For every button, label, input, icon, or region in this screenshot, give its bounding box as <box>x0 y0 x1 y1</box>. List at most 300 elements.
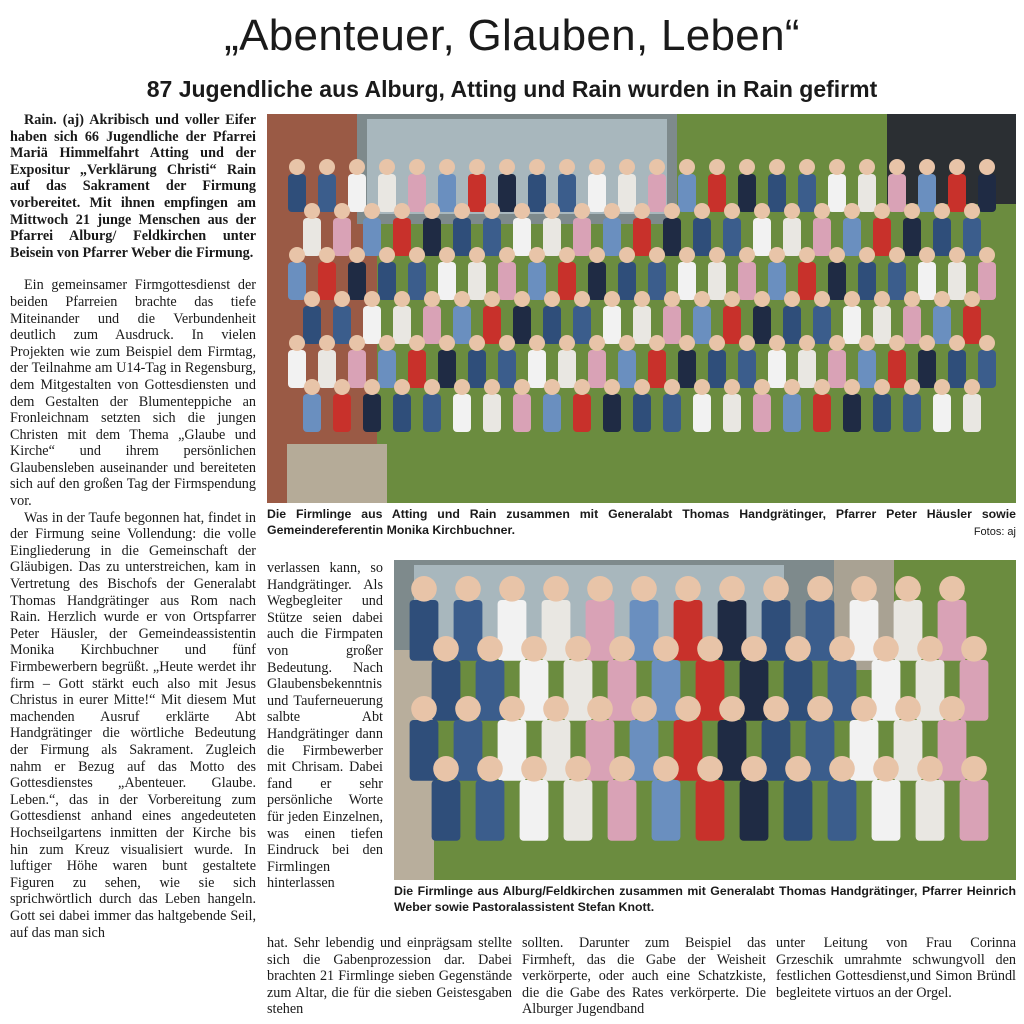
person-head <box>784 203 800 219</box>
person-figure <box>483 306 501 344</box>
person-head <box>411 576 437 602</box>
text-column-2-narrow <box>267 560 383 892</box>
person-head <box>609 636 635 662</box>
person-figure <box>476 780 505 841</box>
person-figure <box>916 780 945 841</box>
person-head <box>455 696 481 722</box>
person-figure <box>738 262 756 300</box>
person-figure <box>573 306 591 344</box>
person-head <box>604 379 620 395</box>
person-figure <box>543 394 561 432</box>
person-head <box>814 203 830 219</box>
person-figure <box>696 780 725 841</box>
person-head <box>961 756 987 782</box>
person-head <box>469 247 485 263</box>
person-figure <box>813 394 831 432</box>
person-figure <box>633 394 651 432</box>
person-head <box>873 636 899 662</box>
person-head <box>919 159 935 175</box>
person-head <box>619 159 635 175</box>
person-figure <box>648 350 666 388</box>
person-figure <box>588 262 606 300</box>
person-figure <box>558 350 576 388</box>
group-photo-atting-rain <box>267 114 1016 503</box>
person-head <box>469 159 485 175</box>
person-figure <box>872 780 901 841</box>
person-head <box>754 203 770 219</box>
person-head <box>409 159 425 175</box>
person-head <box>807 696 833 722</box>
person-figure <box>708 262 726 300</box>
person-head <box>844 203 860 219</box>
person-figure <box>858 262 876 300</box>
person-figure <box>648 174 666 212</box>
person-head <box>619 335 635 351</box>
person-figure <box>603 394 621 432</box>
person-head <box>499 159 515 175</box>
person-head <box>559 159 575 175</box>
person-figure <box>438 350 456 388</box>
person-figure <box>378 262 396 300</box>
person-figure <box>693 394 711 432</box>
person-head <box>439 159 455 175</box>
person-figure <box>588 174 606 212</box>
person-head <box>424 291 440 307</box>
person-figure <box>468 350 486 388</box>
person-head <box>631 576 657 602</box>
person-figure <box>408 262 426 300</box>
person-figure <box>520 780 549 841</box>
person-figure <box>933 218 951 256</box>
person-head <box>709 159 725 175</box>
person-figure <box>708 174 726 212</box>
person-head <box>455 576 481 602</box>
person-head <box>454 291 470 307</box>
person-head <box>799 247 815 263</box>
person-head <box>724 379 740 395</box>
person-head <box>799 159 815 175</box>
person-head <box>919 247 935 263</box>
person-figure <box>918 262 936 300</box>
person-head <box>349 335 365 351</box>
person-head <box>394 203 410 219</box>
person-head <box>675 696 701 722</box>
person-head <box>679 335 695 351</box>
person-head <box>784 379 800 395</box>
person-head <box>874 291 890 307</box>
person-head <box>609 756 635 782</box>
person-head <box>484 379 500 395</box>
person-head <box>529 247 545 263</box>
person-head <box>334 291 350 307</box>
person-figure <box>708 350 726 388</box>
photo-credit: Fotos: aj <box>973 526 1016 538</box>
article-subheadline: 87 Jugendliche aus Alburg, Atting und Rain wurden in Rain gefirmt <box>146 76 878 102</box>
person-head <box>904 379 920 395</box>
person-figure <box>288 350 306 388</box>
person-head <box>499 696 525 722</box>
person-figure <box>423 306 441 344</box>
person-figure <box>318 262 336 300</box>
person-figure <box>798 174 816 212</box>
person-head <box>409 335 425 351</box>
person-figure <box>348 174 366 212</box>
person-figure <box>303 218 321 256</box>
person-head <box>844 379 860 395</box>
person-head <box>514 379 530 395</box>
person-figure <box>288 262 306 300</box>
person-figure <box>753 218 771 256</box>
person-head <box>649 247 665 263</box>
person-figure <box>663 306 681 344</box>
person-figure <box>363 394 381 432</box>
person-figure <box>423 394 441 432</box>
person-head <box>724 291 740 307</box>
person-figure <box>768 262 786 300</box>
person-head <box>769 335 785 351</box>
person-figure <box>468 174 486 212</box>
person-head <box>754 291 770 307</box>
person-figure <box>348 350 366 388</box>
person-head <box>739 335 755 351</box>
person-figure <box>573 218 591 256</box>
person-head <box>949 247 965 263</box>
person-figure <box>963 218 981 256</box>
person-head <box>741 636 767 662</box>
person-figure <box>888 262 906 300</box>
person-head <box>394 291 410 307</box>
person-figure <box>513 306 531 344</box>
person-head <box>439 247 455 263</box>
person-figure <box>618 262 636 300</box>
person-figure <box>948 350 966 388</box>
person-head <box>694 379 710 395</box>
person-figure <box>303 394 321 432</box>
person-figure <box>543 218 561 256</box>
person-head <box>379 247 395 263</box>
person-head <box>364 203 380 219</box>
person-head <box>521 756 547 782</box>
person-head <box>424 203 440 219</box>
person-figure <box>378 350 396 388</box>
person-figure <box>903 394 921 432</box>
person-figure <box>453 218 471 256</box>
person-figure <box>438 174 456 212</box>
person-head <box>565 756 591 782</box>
person-figure <box>618 174 636 212</box>
person-head <box>889 247 905 263</box>
person-head <box>873 756 899 782</box>
person-head <box>785 756 811 782</box>
person-figure <box>558 262 576 300</box>
person-figure <box>483 218 501 256</box>
person-figure <box>918 350 936 388</box>
person-head <box>589 159 605 175</box>
person-head <box>719 696 745 722</box>
person-figure <box>828 780 857 841</box>
person-figure <box>513 218 531 256</box>
person-head <box>874 379 890 395</box>
person-head <box>634 379 650 395</box>
person-head <box>334 379 350 395</box>
person-figure <box>573 394 591 432</box>
person-figure <box>768 350 786 388</box>
person-figure <box>663 394 681 432</box>
person-figure <box>468 262 486 300</box>
person-figure <box>693 306 711 344</box>
person-head <box>499 247 515 263</box>
person-figure <box>652 780 681 841</box>
person-figure <box>933 306 951 344</box>
person-head <box>379 335 395 351</box>
person-figure <box>753 394 771 432</box>
person-figure <box>978 350 996 388</box>
body-paragraph: unter Leitung von Frau Corinna Grzeschik umrahmte schwungvoll den festlichen Gottesdienst,und Simon Bründl begleitete virtuos an der Orgel. <box>776 935 1016 1001</box>
person-head <box>949 159 965 175</box>
person-head <box>521 636 547 662</box>
person-figure <box>828 174 846 212</box>
person-head <box>859 159 875 175</box>
person-figure <box>843 306 861 344</box>
person-head <box>679 247 695 263</box>
person-head <box>587 576 613 602</box>
person-head <box>514 291 530 307</box>
person-figure <box>483 394 501 432</box>
person-head <box>979 159 995 175</box>
person-head <box>939 696 965 722</box>
person-figure <box>498 262 516 300</box>
person-head <box>634 291 650 307</box>
person-figure <box>678 262 696 300</box>
person-head <box>724 203 740 219</box>
person-figure <box>423 218 441 256</box>
person-head <box>484 291 500 307</box>
person-head <box>769 159 785 175</box>
person-head <box>544 291 560 307</box>
person-figure <box>603 306 621 344</box>
person-head <box>763 576 789 602</box>
photo-caption: Die Firmlinge aus Alburg/Feldkirchen zusammen mit Generalabt Thomas Handgrätinger, Pfarrer Heinrich Weber sowie Pastoralassistent Stefan Knott. <box>394 884 1016 914</box>
person-head <box>631 696 657 722</box>
lead-paragraph: Rain. (aj) Akribisch und voller Eifer haben sich 66 Jugendliche der Pfarrei Mariä Himmelfahrt Atting und der Expositur „Verklärung Christi“ Rain auf das Sakrament der Firmung vorbereitet. Mit ihnen empfingen am Mittwoch 21 junge Menschen aus der Pfarrei Alburg/ Feldkirchen unter Beisein von Pfarrer Weber die Firmung. <box>10 112 256 261</box>
person-figure <box>333 218 351 256</box>
person-head <box>844 291 860 307</box>
person-figure <box>948 174 966 212</box>
person-head <box>979 335 995 351</box>
person-head <box>829 159 845 175</box>
person-head <box>889 159 905 175</box>
person-head <box>587 696 613 722</box>
person-head <box>979 247 995 263</box>
person-figure <box>963 306 981 344</box>
person-head <box>604 291 620 307</box>
person-head <box>394 379 410 395</box>
person-figure <box>498 350 516 388</box>
person-head <box>697 636 723 662</box>
person-head <box>634 203 650 219</box>
person-head <box>304 379 320 395</box>
person-head <box>664 379 680 395</box>
person-figure <box>528 262 546 300</box>
person-figure <box>768 174 786 212</box>
person-figure <box>438 262 456 300</box>
person-figure <box>588 350 606 388</box>
person-head <box>589 335 605 351</box>
person-figure <box>303 306 321 344</box>
person-head <box>917 756 943 782</box>
person-figure <box>738 174 756 212</box>
photo-illustration <box>267 114 1016 503</box>
person-figure <box>933 394 951 432</box>
person-figure <box>633 218 651 256</box>
person-head <box>544 379 560 395</box>
person-figure <box>723 306 741 344</box>
person-figure <box>753 306 771 344</box>
person-head <box>851 576 877 602</box>
person-head <box>763 696 789 722</box>
person-head <box>807 576 833 602</box>
person-figure <box>873 306 891 344</box>
person-head <box>433 636 459 662</box>
person-head <box>379 159 395 175</box>
person-head <box>565 636 591 662</box>
person-figure <box>813 306 831 344</box>
person-head <box>719 576 745 602</box>
text-column-3 <box>522 935 766 1018</box>
person-figure <box>960 780 989 841</box>
person-head <box>964 291 980 307</box>
person-head <box>319 335 335 351</box>
person-head <box>289 159 305 175</box>
person-head <box>319 247 335 263</box>
person-figure <box>498 174 516 212</box>
person-head <box>529 159 545 175</box>
person-head <box>574 203 590 219</box>
text-column-2-bottom <box>267 935 512 1018</box>
person-head <box>653 636 679 662</box>
person-head <box>859 247 875 263</box>
person-figure <box>873 218 891 256</box>
person-head <box>939 576 965 602</box>
person-figure <box>903 218 921 256</box>
person-head <box>454 379 470 395</box>
person-figure <box>678 350 696 388</box>
person-head <box>904 203 920 219</box>
person-figure <box>678 174 696 212</box>
person-figure <box>978 262 996 300</box>
person-head <box>859 335 875 351</box>
person-head <box>543 696 569 722</box>
person-head <box>619 247 635 263</box>
person-figure <box>663 218 681 256</box>
person-head <box>349 159 365 175</box>
person-head <box>739 247 755 263</box>
person-figure <box>393 306 411 344</box>
person-head <box>304 291 320 307</box>
person-figure <box>783 218 801 256</box>
person-head <box>409 247 425 263</box>
person-figure <box>333 306 351 344</box>
person-head <box>851 696 877 722</box>
person-head <box>349 247 365 263</box>
person-figure <box>828 262 846 300</box>
person-figure <box>740 780 769 841</box>
person-head <box>499 335 515 351</box>
photo-caption: Die Firmlinge aus Atting und Rain zusammen mit Generalabt Thomas Handgrätinger, Pfarrer Peter Häusler sowie Gemeindereferentin Monika Kirchbuchner. <box>267 507 1016 537</box>
person-figure <box>918 174 936 212</box>
person-head <box>364 379 380 395</box>
person-head <box>334 203 350 219</box>
person-figure <box>723 218 741 256</box>
person-head <box>904 291 920 307</box>
person-head <box>477 756 503 782</box>
person-figure <box>393 218 411 256</box>
person-head <box>289 335 305 351</box>
person-head <box>694 291 710 307</box>
person-head <box>675 576 701 602</box>
person-head <box>829 335 845 351</box>
person-head <box>895 576 921 602</box>
person-head <box>961 636 987 662</box>
person-head <box>754 379 770 395</box>
person-figure <box>798 262 816 300</box>
person-head <box>529 335 545 351</box>
person-head <box>829 636 855 662</box>
person-figure <box>408 174 426 212</box>
person-head <box>319 159 335 175</box>
person-head <box>697 756 723 782</box>
person-figure <box>378 174 396 212</box>
body-paragraph: hat. Sehr lebendig und einprägsam stellte sich die Gabenprozession dar. Dabei brachten 21 Firmlinge sieben Gegenstände zum Altar, die für die sieben Geistesgaben stehen <box>267 935 512 1018</box>
person-head <box>949 335 965 351</box>
person-head <box>934 203 950 219</box>
person-figure <box>318 350 336 388</box>
person-figure <box>843 394 861 432</box>
person-head <box>799 335 815 351</box>
person-head <box>589 247 605 263</box>
person-figure <box>348 262 366 300</box>
person-figure <box>513 394 531 432</box>
person-head <box>559 335 575 351</box>
person-head <box>917 636 943 662</box>
person-figure <box>903 306 921 344</box>
person-head <box>514 203 530 219</box>
person-figure <box>693 218 711 256</box>
person-head <box>364 291 380 307</box>
person-figure <box>978 174 996 212</box>
person-figure <box>783 306 801 344</box>
person-figure <box>783 394 801 432</box>
person-head <box>499 576 525 602</box>
person-head <box>769 247 785 263</box>
person-figure <box>528 174 546 212</box>
person-head <box>543 576 569 602</box>
person-figure <box>784 780 813 841</box>
person-head <box>559 247 575 263</box>
person-figure <box>843 218 861 256</box>
person-head <box>679 159 695 175</box>
person-figure <box>432 780 461 841</box>
person-figure <box>738 350 756 388</box>
person-figure <box>828 350 846 388</box>
person-figure <box>288 174 306 212</box>
person-head <box>934 291 950 307</box>
person-head <box>709 335 725 351</box>
person-head <box>709 247 725 263</box>
person-head <box>874 203 890 219</box>
person-figure <box>948 262 966 300</box>
person-head <box>411 696 437 722</box>
